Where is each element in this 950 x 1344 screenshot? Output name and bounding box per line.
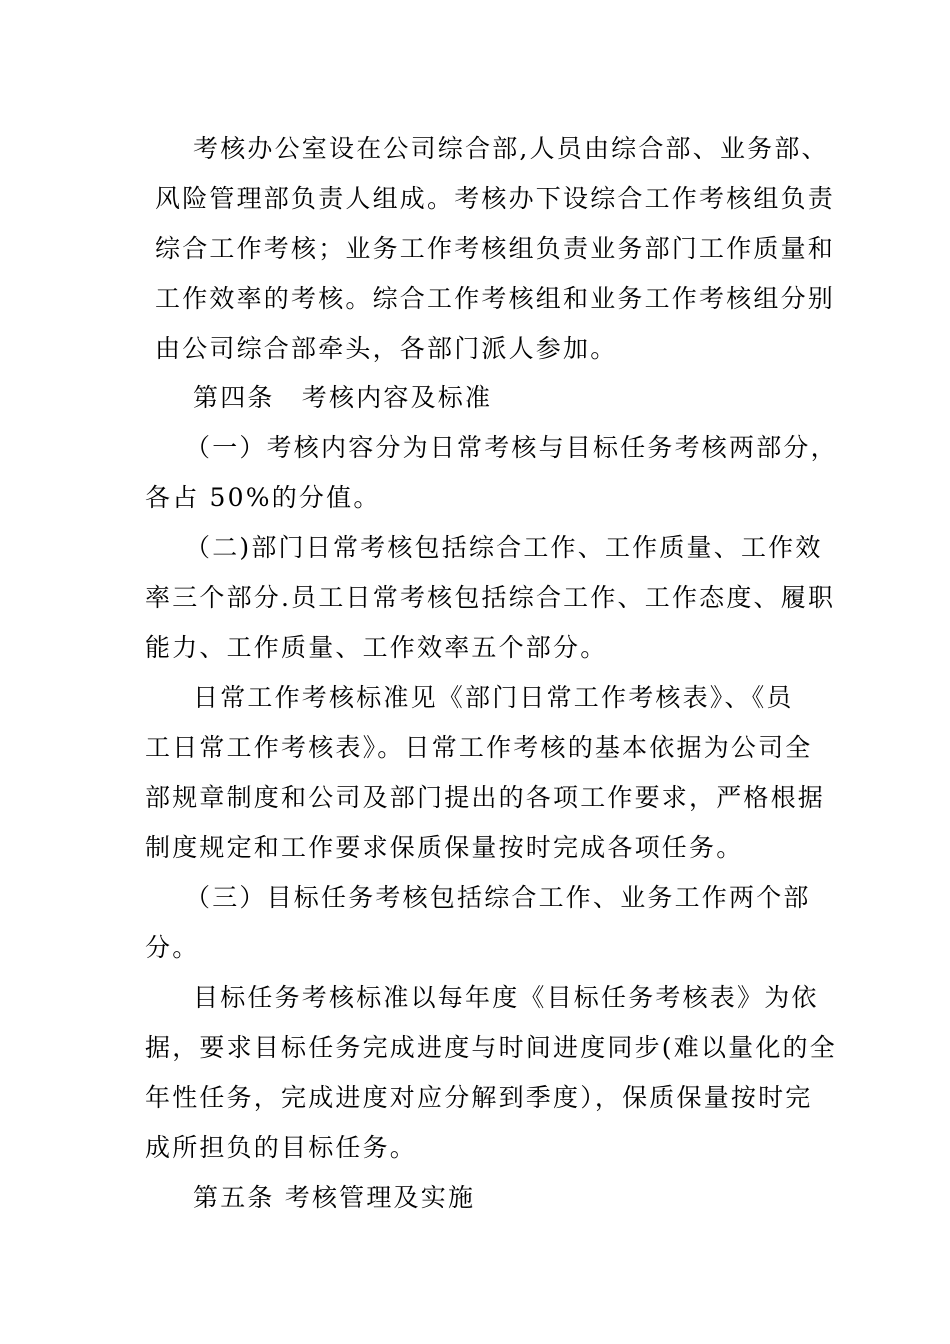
- text-line: 目标任务考核标准以每年度《目标任务考核表》为依: [193, 983, 819, 1012]
- text-line: 综合工作考核；业务工作考核组负责业务部门工作质量和: [155, 234, 836, 263]
- text-line: 各占 50%的分值。: [145, 483, 381, 512]
- text-line: （三）目标任务考核包括综合工作、业务工作两个部: [185, 883, 811, 912]
- text-line: 成所担负的目标任务。: [145, 1133, 418, 1162]
- text-line: 由公司综合部牵头，各部门派人参加。: [155, 334, 618, 363]
- text-line: 考核办公室设在公司综合部,人员由综合部、业务部、: [193, 134, 829, 163]
- article-heading: 第四条 考核内容及标准: [193, 383, 493, 412]
- text-line: 据，要求目标任务完成进度与时间进度同步(难以量化的全: [145, 1033, 837, 1062]
- text-line: 工日常工作考核表》。日常工作考核的基本依据为公司全: [145, 733, 813, 762]
- text-line: 风险管理部负责人组成。考核办下设综合工作考核组负责: [155, 184, 836, 213]
- text-line: 工作效率的考核。综合工作考核组和业务工作考核组分别: [155, 284, 836, 313]
- text-line: 制度规定和工作要求保质保量按时完成各项任务。: [145, 833, 744, 862]
- text-line: （一）考核内容分为日常考核与目标任务考核两部分，: [185, 433, 838, 462]
- article-heading: 第五条 考核管理及实施: [193, 1183, 476, 1212]
- text-line: 分。: [145, 933, 200, 962]
- text-line: 年性任务，完成进度对应分解到季度），保质保量按时完: [145, 1083, 813, 1112]
- text-line: 日常工作考核标准见《部门日常工作考核表》、《员: [193, 683, 794, 712]
- text-line: （二)部门日常考核包括综合工作、工作质量、工作效: [185, 533, 823, 562]
- text-line: 率三个部分.员工日常考核包括综合工作、工作态度、履职: [145, 583, 836, 612]
- text-line: 部规章制度和公司及部门提出的各项工作要求，严格根据: [145, 783, 826, 812]
- text-line: 能力、工作质量、工作效率五个部分。: [145, 633, 608, 662]
